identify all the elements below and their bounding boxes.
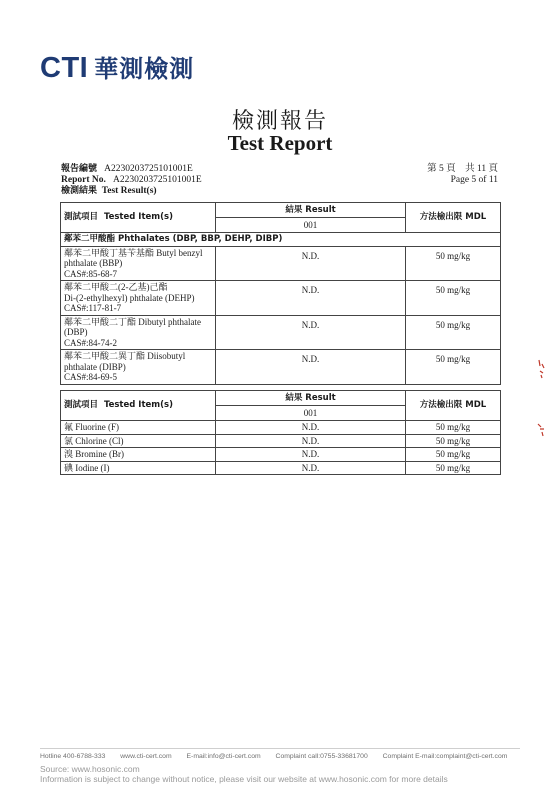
results-heading	[61, 186, 157, 197]
report-number-value-1: A2230203725101001E	[104, 164, 193, 174]
tested-item: 溴 Bromine (Br)	[61, 448, 216, 462]
table-row	[61, 434, 501, 448]
logo-chinese-text: 華測檢測	[94, 54, 195, 83]
report-number-block	[61, 164, 202, 186]
results-heading-cn: 檢測結果	[61, 186, 98, 196]
footer-source: Source: www.hosonic.com	[40, 764, 140, 774]
header-sample-id: 001	[216, 406, 406, 421]
tested-item	[61, 246, 216, 281]
page-info-block	[427, 164, 498, 186]
result-value: N.D.	[216, 281, 406, 316]
mdl-value: 50 mg/kg	[406, 448, 501, 462]
report-number-value-2: A2230203725101001E	[112, 175, 202, 185]
header-item-cn: 測試項目	[64, 212, 99, 223]
seal-stamp-fragment	[536, 358, 548, 380]
seal-stamp-fragment	[536, 420, 548, 442]
footer-hotline: Hotline 400-6788-333	[40, 753, 106, 760]
header-item-cn: 測試項目	[64, 400, 99, 411]
results-heading-en: Test Result(s)	[101, 186, 157, 196]
logo-brand-text: CTI	[40, 52, 89, 84]
item-line: phthalate (BBP)	[64, 258, 123, 268]
header-tested-items	[61, 203, 216, 233]
table-header-row	[61, 203, 501, 218]
footer-notice: Information is subject to change without notice, please visit our website at www.hosonic.com for more details	[40, 774, 448, 784]
tested-item: 碘 Iodine (I)	[61, 461, 216, 475]
item-line: phthalate (DIBP)	[64, 361, 126, 372]
header-result: 結果 Result	[216, 203, 406, 218]
page-number-cn: 第 5 頁 共 11 頁	[427, 164, 498, 174]
table-row	[61, 315, 501, 350]
result-value: N.D.	[216, 246, 406, 281]
item-cas: CAS#:84-69-5	[64, 372, 118, 382]
phthalates-table	[60, 202, 501, 385]
halogens-table	[60, 390, 501, 475]
result-value: N.D.	[216, 461, 406, 475]
table-row	[61, 448, 501, 462]
report-number-label-en: Report No.	[61, 175, 106, 185]
item-line: Di-(2-ethylhexyl) phthalate (DEHP)	[64, 292, 195, 303]
title-english: Test Report	[227, 131, 333, 155]
header-tested-items	[61, 391, 216, 421]
table-row	[61, 461, 501, 475]
mdl-value: 50 mg/kg	[406, 461, 501, 475]
item-cas: CAS#:84-74-2	[64, 337, 118, 348]
tested-item	[61, 350, 216, 385]
mdl-value: 50 mg/kg	[406, 421, 501, 435]
result-value: N.D.	[216, 434, 406, 448]
mdl-value: 50 mg/kg	[406, 315, 501, 350]
mdl-value: 50 mg/kg	[406, 281, 501, 316]
item-line: 鄰苯二甲酸二(2-乙基)己酯	[64, 282, 168, 292]
result-value: N.D.	[216, 350, 406, 385]
header-mdl: 方法檢出限 MDL	[406, 391, 501, 421]
result-value: N.D.	[216, 421, 406, 435]
footer-email[interactable]: E-mail:info@cti-cert.com	[186, 753, 261, 760]
cti-logo	[40, 54, 194, 83]
header-result: 結果 Result	[216, 391, 406, 406]
item-line: 鄰苯二甲酸二丁酯 Dibutyl phthalate	[64, 316, 201, 327]
header-item-en: Tested Item(s)	[103, 212, 173, 223]
header-mdl: 方法檢出限 MDL	[406, 203, 501, 233]
page-number-en: Page 5 of 11	[450, 175, 498, 185]
footer-complaint-call: Complaint call:0755-33681700	[275, 753, 368, 760]
header-sample-id: 001	[216, 218, 406, 233]
mdl-value: 50 mg/kg	[406, 434, 501, 448]
table-row	[61, 246, 501, 281]
result-value: N.D.	[216, 315, 406, 350]
tested-item	[61, 281, 216, 316]
mdl-value: 50 mg/kg	[406, 246, 501, 281]
table-header-row	[61, 391, 501, 406]
title-chinese: 檢測報告	[231, 109, 328, 134]
tested-item	[61, 315, 216, 350]
tested-item: 氟 Fluorine (F)	[61, 421, 216, 435]
report-number-label-cn: 報告編號	[61, 164, 98, 174]
footer-contact-line	[40, 753, 520, 760]
footer-website[interactable]: www.cti-cert.com	[120, 753, 172, 760]
table-row	[61, 350, 501, 385]
item-cas: CAS#:117-81-7	[64, 303, 122, 313]
phthalates-group-label: 鄰苯二甲酸酯 Phthalates (DBP, BBP, DEHP, DIBP)	[61, 233, 501, 247]
header-item-en: Tested Item(s)	[103, 400, 173, 411]
item-line: 鄰苯二甲酸丁基苄基酯 Butyl benzyl	[64, 247, 203, 258]
footer-complaint-email[interactable]: Complaint E-mail:complaint@cti-cert.com	[382, 753, 508, 760]
item-line: (DBP)	[64, 327, 88, 337]
tested-item: 氯 Chlorine (Cl)	[61, 434, 216, 448]
result-value: N.D.	[216, 448, 406, 462]
item-cas: CAS#:85-68-7	[64, 268, 118, 279]
footer-divider	[40, 748, 520, 749]
group-row	[61, 233, 501, 247]
table-row	[61, 421, 501, 435]
table-row	[61, 281, 501, 316]
mdl-value: 50 mg/kg	[406, 350, 501, 385]
item-line: 鄰苯二甲酸二異丁酯 Diisobutyl	[64, 351, 186, 361]
